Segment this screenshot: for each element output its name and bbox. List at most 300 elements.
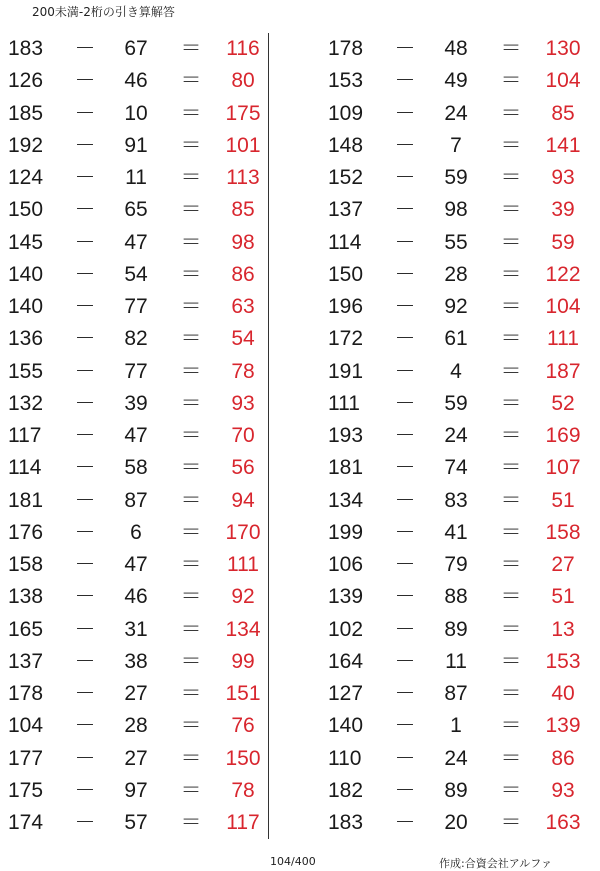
minuend: 177 [8,746,44,770]
subtrahend: 24 [444,746,468,770]
minuend: 172 [328,327,364,351]
problem-row [320,678,590,710]
answer: 141 [545,133,581,157]
equals-sign: ＝ [180,69,202,93]
minus-sign: － [74,553,96,576]
subtrahend: 89 [444,778,468,802]
problem-row [0,775,270,807]
problem-row [320,420,590,452]
answer: 99 [231,649,255,673]
answer: 94 [231,488,255,512]
problem-row [320,259,590,291]
subtrahend: 87 [124,488,148,512]
subtrahend: 55 [444,230,468,254]
subtrahend: 92 [444,295,468,318]
subtrahend: 65 [124,198,148,222]
subtrahend: 61 [444,327,468,351]
minus-sign: － [74,682,96,705]
equals-sign: ＝ [500,262,522,286]
minus-sign: － [74,166,96,189]
answer: 101 [225,133,261,157]
page-number: 104/400 [270,855,316,868]
answer: 39 [551,198,575,222]
answer: 111 [227,553,259,576]
minuend: 148 [328,133,364,157]
problem-row [0,33,270,65]
answer: 150 [225,746,261,770]
problem-row [0,614,270,646]
problem-row [320,323,590,355]
problem-row [320,356,590,388]
minuend: 152 [328,166,364,189]
equals-sign: ＝ [180,327,202,351]
equals-sign: ＝ [500,359,522,383]
minuend: 174 [8,811,44,834]
problem-row [320,194,590,226]
minuend: 153 [328,69,364,93]
equals-sign: ＝ [180,391,202,415]
column-divider [268,33,269,839]
subtrahend: 74 [444,456,468,480]
subtrahend: 6 [130,520,142,544]
minus-sign: － [394,811,416,834]
subtrahend: 28 [124,714,148,738]
equals-sign: ＝ [500,714,522,738]
equals-sign: ＝ [180,101,202,125]
minuend: 102 [328,617,364,641]
problem-row [320,807,590,839]
equals-sign: ＝ [180,230,202,254]
minus-sign: － [74,69,96,93]
minuend: 127 [328,682,364,705]
problem-row [0,259,270,291]
subtrahend: 58 [124,456,148,480]
equals-sign: ＝ [180,262,202,286]
subtrahend: 20 [444,811,468,834]
answer: 93 [551,166,575,189]
subtrahend: 39 [124,391,148,415]
equals-sign: ＝ [180,359,202,383]
minuend: 114 [8,456,42,480]
subtrahend: 77 [124,359,148,383]
answer: 59 [551,230,575,254]
subtrahend: 1 [450,714,462,738]
equals-sign: ＝ [180,133,202,157]
problem-row [0,549,270,581]
subtrahend: 67 [124,37,148,60]
answer: 13 [551,617,575,641]
equals-sign: ＝ [180,811,202,834]
minuend: 183 [328,811,364,834]
minuend: 185 [8,101,44,125]
minus-sign: － [394,456,416,480]
problem-row [0,485,270,517]
subtrahend: 10 [124,101,148,125]
minus-sign: － [74,617,96,641]
problem-row [320,549,590,581]
equals-sign: ＝ [500,424,522,447]
equals-sign: ＝ [500,553,522,576]
equals-sign: ＝ [500,327,522,351]
minus-sign: － [74,101,96,125]
problem-row [0,581,270,613]
minuend: 158 [8,553,44,576]
minuend: 183 [8,37,44,60]
subtrahend: 24 [444,424,468,447]
problem-row [320,452,590,484]
equals-sign: ＝ [500,166,522,189]
problem-row [0,807,270,839]
minus-sign: － [74,746,96,770]
minuend: 178 [8,682,44,705]
equals-sign: ＝ [180,166,202,189]
problem-row [0,710,270,742]
minuend: 137 [328,198,364,222]
minus-sign: － [394,585,416,609]
subtrahend: 87 [444,682,468,705]
minuend: 145 [8,230,44,254]
equals-sign: ＝ [500,811,522,834]
equals-sign: ＝ [180,553,202,576]
minus-sign: － [394,424,416,447]
equals-sign: ＝ [500,617,522,641]
minus-sign: － [394,488,416,512]
problem-row [0,291,270,323]
problem-row [320,485,590,517]
minus-sign: － [394,359,416,383]
minus-sign: － [74,520,96,544]
minus-sign: － [74,133,96,157]
problem-row [0,356,270,388]
equals-sign: ＝ [500,133,522,157]
problem-row [0,194,270,226]
answer: 70 [231,424,255,447]
problem-row [320,517,590,549]
minuend: 110 [328,746,362,770]
subtrahend: 79 [444,553,468,576]
minus-sign: － [394,520,416,544]
subtrahend: 7 [450,133,462,157]
minuend: 150 [8,198,44,222]
answer: 134 [225,617,261,641]
problem-row [320,775,590,807]
equals-sign: ＝ [180,456,202,480]
answer: 27 [551,553,575,576]
minus-sign: － [394,649,416,673]
equals-sign: ＝ [180,295,202,318]
subtrahend: 89 [444,617,468,641]
minus-sign: － [74,585,96,609]
equals-sign: ＝ [500,198,522,222]
minuend: 114 [328,230,362,254]
subtrahend: 49 [444,69,468,93]
minuend: 104 [8,714,44,738]
equals-sign: ＝ [500,230,522,254]
answer: 122 [545,262,581,286]
problem-row [320,743,590,775]
answer: 117 [226,811,260,834]
equals-sign: ＝ [180,778,202,802]
minuend: 140 [8,295,44,318]
answer: 93 [231,391,255,415]
subtrahend: 11 [445,649,467,673]
answer: 63 [231,295,255,318]
equals-sign: ＝ [180,746,202,770]
subtrahend: 27 [124,682,148,705]
subtrahend: 82 [124,327,148,351]
subtrahend: 24 [444,101,468,125]
minuend: 140 [8,262,44,286]
problem-row [320,614,590,646]
equals-sign: ＝ [180,520,202,544]
minuend: 192 [8,133,44,157]
minus-sign: － [74,456,96,480]
problem-row [0,227,270,259]
minus-sign: － [394,133,416,157]
minus-sign: － [394,714,416,738]
author-credit: 作成:合資会社アルファ [439,857,553,870]
subtrahend: 77 [124,295,148,318]
answer: 98 [231,230,255,254]
answer: 170 [225,520,261,544]
problem-row [0,420,270,452]
minus-sign: － [74,327,96,351]
answer: 113 [226,166,260,189]
subtrahend: 27 [124,746,148,770]
minuend: 175 [8,778,44,802]
equals-sign: ＝ [180,617,202,641]
minuend: 165 [8,617,44,641]
minuend: 196 [328,295,364,318]
minus-sign: － [394,262,416,286]
answer: 85 [551,101,575,125]
minuend: 181 [328,456,364,480]
minus-sign: － [394,391,416,415]
subtrahend: 48 [444,37,468,60]
answer: 175 [225,101,261,125]
subtrahend: 91 [124,133,148,157]
answer: 93 [551,778,575,802]
minuend: 106 [328,553,364,576]
answer: 187 [545,359,581,383]
subtrahend: 28 [444,262,468,286]
minuend: 111 [328,391,360,415]
minus-sign: － [74,37,96,60]
problem-row [320,98,590,130]
answer: 52 [551,391,575,415]
equals-sign: ＝ [500,488,522,512]
minuend: 140 [328,714,364,738]
minuend: 109 [328,101,364,125]
equals-sign: ＝ [180,649,202,673]
problem-row [0,743,270,775]
problem-row [320,130,590,162]
problem-row [320,388,590,420]
problem-row [320,646,590,678]
minus-sign: － [394,553,416,576]
subtrahend: 46 [124,585,148,609]
minuend: 117 [8,424,42,447]
answer: 86 [551,746,575,770]
answer: 153 [545,649,581,673]
minuend: 178 [328,37,364,60]
minuend: 191 [328,359,364,383]
minuend: 138 [8,585,44,609]
answer: 51 [551,585,575,609]
minuend: 124 [8,166,44,189]
subtrahend: 4 [450,359,462,383]
problem-row [0,517,270,549]
subtrahend: 38 [124,649,148,673]
minus-sign: － [394,327,416,351]
subtrahend: 41 [444,520,468,544]
minus-sign: － [74,424,96,447]
minus-sign: － [74,649,96,673]
equals-sign: ＝ [180,682,202,705]
subtrahend: 57 [124,811,148,834]
answer: 107 [545,456,581,480]
page-title: 200未満-2桁の引き算解答 [32,5,175,19]
answer: 92 [231,585,255,609]
answer: 56 [231,456,255,480]
equals-sign: ＝ [500,682,522,705]
answer: 85 [231,198,255,222]
answer: 139 [545,714,581,738]
left-problem-column [0,33,270,839]
minus-sign: － [74,230,96,254]
equals-sign: ＝ [180,424,202,447]
minus-sign: － [394,746,416,770]
minuend: 155 [8,359,44,383]
equals-sign: ＝ [500,585,522,609]
minus-sign: － [74,488,96,512]
answer: 51 [551,488,575,512]
minuend: 137 [8,649,44,673]
minus-sign: － [394,198,416,222]
equals-sign: ＝ [180,488,202,512]
minuend: 164 [328,649,364,673]
answer: 151 [225,682,261,705]
minus-sign: － [394,37,416,60]
minuend: 181 [8,488,44,512]
problem-row [0,646,270,678]
equals-sign: ＝ [180,714,202,738]
minus-sign: － [74,262,96,286]
minus-sign: － [394,617,416,641]
answer: 130 [545,37,581,60]
subtrahend: 11 [125,166,147,189]
minuend: 134 [328,488,364,512]
answer: 158 [545,520,581,544]
subtrahend: 46 [124,69,148,93]
answer: 76 [231,714,255,738]
problem-row [0,678,270,710]
problem-row [0,162,270,194]
subtrahend: 97 [124,778,148,802]
equals-sign: ＝ [500,746,522,770]
problem-row [320,291,590,323]
subtrahend: 47 [124,553,148,576]
answer: 78 [231,778,255,802]
equals-sign: ＝ [180,37,202,60]
subtrahend: 47 [124,230,148,254]
subtrahend: 88 [444,585,468,609]
equals-sign: ＝ [500,456,522,480]
equals-sign: ＝ [500,37,522,60]
answer: 80 [231,69,255,93]
equals-sign: ＝ [500,101,522,125]
answer: 111 [547,327,579,351]
answer: 104 [545,295,581,318]
minus-sign: － [394,295,416,318]
problem-row [0,130,270,162]
answer: 40 [551,682,575,705]
minuend: 126 [8,69,44,93]
equals-sign: ＝ [180,585,202,609]
problem-row [320,710,590,742]
problem-row [320,227,590,259]
minus-sign: － [74,295,96,318]
subtrahend: 59 [444,166,468,189]
answer: 78 [231,359,255,383]
minuend: 193 [328,424,364,447]
answer: 54 [231,327,255,351]
problem-row [0,388,270,420]
answer: 116 [226,37,260,60]
answer: 163 [545,811,581,834]
equals-sign: ＝ [500,649,522,673]
minus-sign: － [74,198,96,222]
answer: 104 [545,69,581,93]
minus-sign: － [394,682,416,705]
minus-sign: － [74,811,96,834]
answer: 86 [231,262,255,286]
problem-row [0,98,270,130]
subtrahend: 98 [444,198,468,222]
subtrahend: 47 [124,424,148,447]
answer: 169 [545,424,581,447]
problem-row [320,65,590,97]
equals-sign: ＝ [500,69,522,93]
minus-sign: － [74,391,96,415]
minus-sign: － [74,359,96,383]
equals-sign: ＝ [500,391,522,415]
equals-sign: ＝ [500,778,522,802]
equals-sign: ＝ [180,198,202,222]
problem-row [320,581,590,613]
minuend: 136 [8,327,44,351]
minuend: 139 [328,585,364,609]
minus-sign: － [74,778,96,802]
minuend: 182 [328,778,364,802]
right-problem-column [320,33,590,839]
problem-row [0,65,270,97]
minus-sign: － [394,101,416,125]
minus-sign: － [394,69,416,93]
subtrahend: 59 [444,391,468,415]
minus-sign: － [74,714,96,738]
problem-row [0,452,270,484]
subtrahend: 83 [444,488,468,512]
problem-row [0,323,270,355]
subtrahend: 31 [124,617,148,641]
equals-sign: ＝ [500,295,522,318]
minuend: 199 [328,520,364,544]
minus-sign: － [394,230,416,254]
subtrahend: 54 [124,262,148,286]
minuend: 176 [8,520,44,544]
minus-sign: － [394,166,416,189]
